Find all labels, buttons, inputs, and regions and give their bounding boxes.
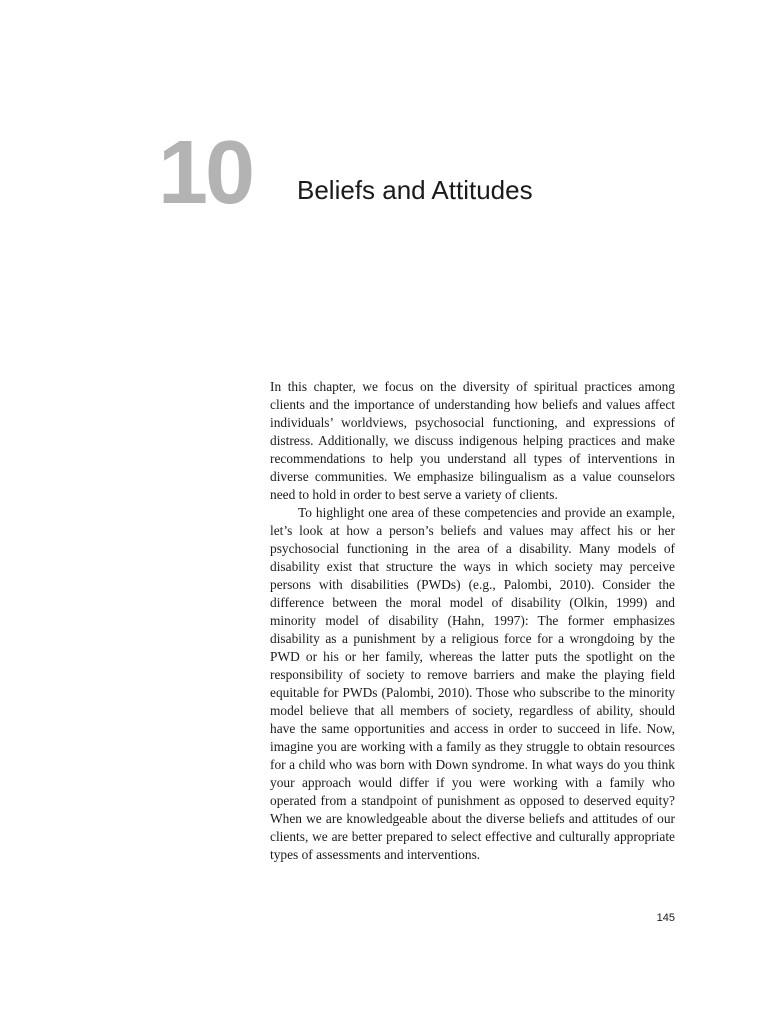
intro-paragraph: In this chapter, we focus on the diversity of spiritual practices among clients and the importance of understanding how beliefs and values affect individuals’ worldviews, psychosocial functioning, and expressions of distress. Additionally, we discuss indigenous helping practices and make recommendations to help you understand all types of interventions in diverse communities. We emphasize bilingualism as a value counselors need to hold in order to best serve a variety of clients. [270,379,675,502]
body-paragraph: To highlight one area of these competencies and provide an example, let’s look at how a person’s beliefs and values may affect his or her psychosocial functioning in the area of a disability. Many models of disability exist that structure the ways in which society may perceive persons with disabilities (PWDs) (e.g., Palombi, 2010). Consider the difference between the moral model of disability (Olkin, 1999) and minority model of disability (Hahn, 1997): The former emphasizes disability as a punishment by a religious force for a wrongdoing by the PWD or his or her family, whereas the latter puts the spotlight on the responsibility of society to remove barriers and make the playing field equitable for PWDs (Palombi, 2010). Those who subscribe to the minority model believe that all members of society, regardless of ability, should have the same opportunities and access in order to succeed in life. Now, imagine you are working with a family as they struggle to obtain resources for a child who was born with Down syndrome. In what ways do you think your approach would differ if you were working with a family who operated from a standpoint of punishment as opposed to deserved equity? When we are knowledgeable about the diverse beliefs and attitudes of our clients, we are better prepared to select effective and culturally appropriate types of assessments and interventions. [270,505,675,862]
body-text [270,378,675,864]
chapter-number: 10 [158,123,253,223]
page-number: 145 [656,912,675,924]
chapter-title: Beliefs and Attitudes [297,175,533,205]
